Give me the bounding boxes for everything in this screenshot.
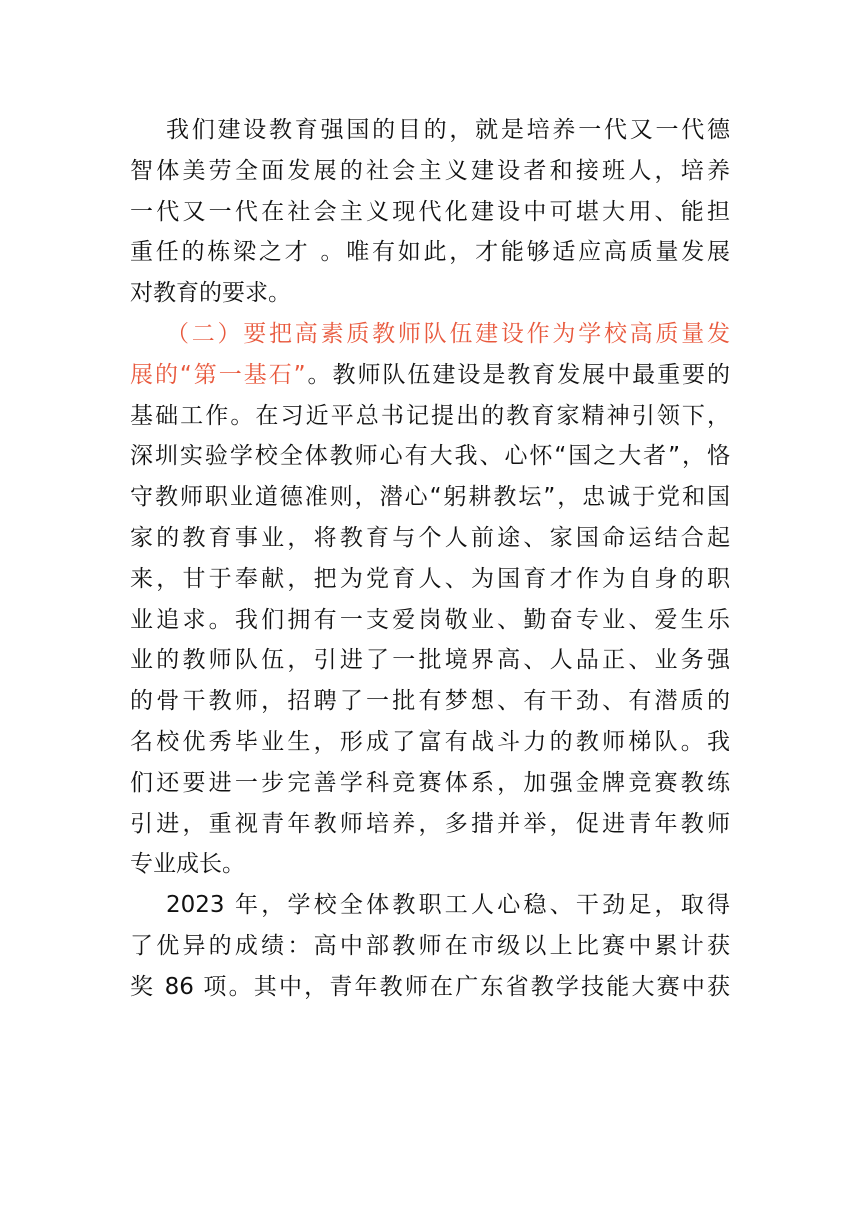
paragraph-2-text: 。教师队伍建设是教育发展中最重要的	[305, 361, 730, 388]
paragraph-1-line: 我们建设教育强国的目的，就是培养一代又一代德	[166, 117, 730, 143]
paragraph-1-line: 一代又一代在社会主义现代化建设中可堪大用、能担	[130, 198, 730, 225]
paragraph-1-line: 对教育的要求。	[130, 280, 291, 307]
document-body	[130, 110, 730, 1008]
paragraph-2-line: 引进，重视青年教师培养，多措并举，促进青年教师	[130, 810, 730, 837]
paragraph-2-line: 守教师职业道德准则，潜心“躬耕教坛”，忠诚于党和国	[130, 484, 730, 511]
paragraph-2-line	[130, 355, 730, 396]
paragraph-1-line: 智体美劳全面发展的社会主义建设者和接班人，培养	[130, 157, 730, 184]
paragraph-2-line: 家的教育事业，将教育与个人前途、家国命运结合起	[130, 524, 730, 551]
paragraph-3-line: 2023 年，学校全体教职工人心稳、干劲足，取得	[166, 892, 730, 919]
section-heading-tail: 展的“第一基石”	[130, 361, 306, 388]
paragraph-2-line: 来，甘于奉献，把为党育人、为国育才作为自身的职	[130, 565, 730, 592]
paragraph-2-line: 的骨干教师，招聘了一批有梦想、有干劲、有潜质的	[130, 688, 730, 715]
paragraph-2-line: 们还要进一步完善学科竞赛体系，加强金牌竞赛教练	[130, 769, 730, 796]
paragraph-2-line: 深圳实验学校全体教师心有大我、心怀“国之大者”，恪	[130, 443, 730, 470]
paragraph-2-line: 业的教师队伍，引进了一批境界高、人品正、业务强	[130, 647, 730, 674]
paragraph-3-line: 奖 86 项。其中，青年教师在广东省教学技能大赛中获	[130, 973, 730, 1000]
paragraph-2-line: 专业成长。	[130, 851, 245, 878]
paragraph-2-line: 名校优秀毕业生，形成了富有战斗力的教师梯队。我	[130, 728, 730, 755]
paragraph-3-line: 了优异的成绩：高中部教师在市级以上比赛中累计获	[130, 932, 730, 959]
section-heading-line: （二）要把高素质教师队伍建设作为学校高质量发	[166, 320, 730, 347]
paragraph-2-line: 业追求。我们拥有一支爱岗敬业、勤奋专业、爱生乐	[130, 606, 730, 633]
paragraph-2-line: 基础工作。在习近平总书记提出的教育家精神引领下，	[130, 402, 730, 429]
paragraph-1-line: 重任的栋梁之才 。唯有如此，才能够适应高质量发展	[130, 239, 730, 266]
